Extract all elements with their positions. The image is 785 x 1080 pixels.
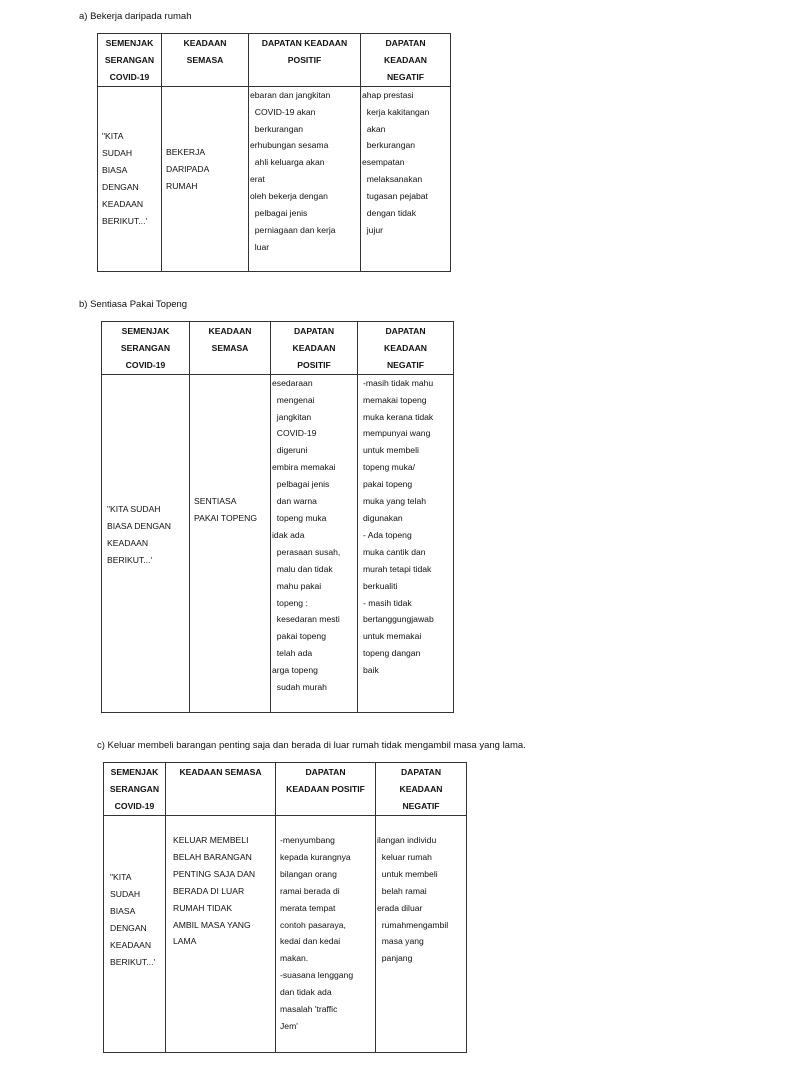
cell-line: SEMASA [186,54,224,65]
cell-line: KEADAAN [384,54,427,65]
cell-line: NEGATIF [386,359,425,370]
cell-line: kerja kakitangan [362,106,430,117]
cell-line: BELAH BARANGAN [173,851,252,862]
cell-line: erat [250,174,265,185]
cell-line: -suasana lenggang [280,970,354,981]
cell-line: contoh pasaraya, [280,919,346,930]
cell-line: ahli keluarga akan [250,157,325,168]
cell-line: "KITA [102,131,124,141]
cell-line: untuk membeli [363,445,419,456]
header-cell [361,34,451,87]
cell-line: KEADAAN SEMASA [179,767,262,777]
cell-line: dan warna [272,496,317,507]
cell-line: DAPATAN [400,767,442,777]
body-cell [162,86,249,271]
cell-line: ramai berada di [280,885,340,896]
section-b-table [101,321,454,713]
cell-line: topeng muka [272,512,327,523]
cell-line: idak ada [272,529,305,540]
cell-line: dengan tidak [362,208,416,219]
cell-line: LAMA [173,936,197,947]
cell-line: COVID-19 [109,71,150,82]
cell-line: BERIKUT...' [107,555,153,566]
cell-line: RUMAH TIDAK [173,902,233,913]
cell-line: SEMENJAK [121,326,170,336]
cell-line: keluar rumah [377,851,432,862]
cell-line: pakai topeng [272,631,326,642]
cell-line: SEMASA [211,342,249,353]
cell-line: BERIKUT...' [110,956,156,967]
cell-line: topeng muka/ [363,462,416,473]
cell-line: mahu pakai [272,580,322,591]
cell-line: BIASA [102,164,128,175]
cell-line: DAPATAN KEADAAN [261,38,348,48]
cell-line: COVID-19 [125,359,166,370]
header-cell [166,763,276,816]
cell-line: BIASA DENGAN [107,521,171,532]
cell-line: mempunyai wang [363,428,431,439]
cell-line: -menyumbang [280,835,335,845]
cell-line: pelbagai jenis [250,208,308,219]
cell-line: erada diluar [377,902,423,913]
body-cell [276,816,376,1053]
cell-line: Jem' [280,1020,298,1031]
cell-line: DENGAN [110,923,147,933]
cell-line: SENTIASA [194,496,237,507]
cell-line: embira memakai [272,462,336,473]
cell-line: baik [363,665,379,676]
cell-line: SERANGAN [104,54,155,65]
cell-line: ilangan individu [377,835,437,845]
cell-line: esedaraan [272,377,313,388]
cell-line: luar [250,241,270,252]
cell-line: - masih tidak [363,597,412,608]
cell-line: DAPATAN [305,767,346,777]
cell-line: kesedaran mesti [272,614,340,625]
cell-line: memakai topeng [363,394,427,405]
cell-line: DAPATAN [293,326,335,336]
body-cell [166,816,276,1053]
header-cell [376,763,467,816]
cell-line: DARIPADA [166,164,210,175]
cell-line: akan [362,123,386,134]
cell-line: erhubungan sesama [250,140,329,151]
cell-line: BERIKUT...' [102,215,148,226]
cell-line: perniagaan dan kerja [250,224,336,235]
cell-line: melaksanakan [362,174,423,185]
cell-line: KEADAAN [292,342,336,353]
cell-line: panjang [377,953,413,964]
cell-line: untuk memakai [363,631,422,642]
cell-line: tugasan pejabat [362,191,428,202]
body-cell [190,374,271,712]
cell-line: arga topeng [272,665,318,676]
cell-line: belah ramai [377,885,427,896]
cell-line: POSITIF [297,359,331,370]
cell-line: makan. [280,953,309,964]
cell-line: rumahmengambil [377,919,449,930]
cell-line: KEADAAN [399,783,443,794]
cell-line: RUMAH [166,181,198,192]
header-cell [271,322,358,375]
section-a-table [97,33,451,272]
cell-line: sudah murah [272,682,327,693]
header-cell [162,34,249,87]
body-cell [358,374,454,712]
cell-line: KEADAAN [102,198,144,209]
cell-line: KEADAAN POSITIF [286,783,365,794]
cell-line: KEADAAN [107,538,149,549]
section-c-heading: c) Keluar membeli barangan penting saja dan berada di luar rumah tidak mengambil masa yang lama. [97,740,526,751]
cell-line: masalah 'traffic [280,1004,338,1015]
cell-line: pakai topeng [363,479,413,490]
cell-line: esempatan [362,157,405,168]
cell-line: PAKAI TOPENG [194,513,258,524]
cell-line: untuk membeli [377,868,438,879]
cell-line: KEADAAN [208,326,252,336]
cell-line: bilangan orang [280,868,337,879]
body-cell [102,374,190,712]
cell-line: BEKERJA [166,147,206,158]
cell-line: jujur [362,224,384,235]
cell-line: "KITA [110,872,132,883]
cell-line: DAPATAN [385,38,426,48]
cell-line: "KITA SUDAH [107,504,161,515]
header-cell [249,34,361,87]
cell-line: ebaran dan jangkitan [250,89,331,100]
header-cell [98,34,162,87]
cell-line: perasaan susah, [272,546,341,557]
cell-line: DENGAN [102,181,139,192]
cell-line: SERANGAN [120,342,171,353]
cell-line: SERANGAN [109,783,160,794]
cell-line: topeng : [272,597,308,608]
cell-line: BIASA [110,906,136,917]
cell-line: merata tempat [280,902,336,913]
cell-line: bertanggungjawab [363,614,434,625]
cell-line: muka kerana tidak [363,411,434,422]
cell-line: COVID-19 [114,800,155,811]
header-cell [276,763,376,816]
cell-line: ahap prestasi [362,89,414,100]
cell-line: COVID-19 [272,428,317,439]
cell-line: berkurangan [250,123,304,134]
cell-line: AMBIL MASA YANG [173,919,251,930]
cell-line: NEGATIF [402,800,440,811]
cell-line: jangkitan [272,411,312,422]
cell-line: malu dan tidak [272,563,333,574]
cell-line: COVID-19 akan [250,106,316,117]
cell-line: dan tidak ada [280,987,332,998]
body-cell [98,86,162,271]
section-c-table [103,762,467,1053]
cell-line: kepada kurangnya [280,851,351,862]
header-cell [104,763,166,816]
body-cell [104,816,166,1053]
header-cell [358,322,454,375]
cell-line: NEGATIF [386,71,425,82]
cell-line: PENTING SAJA DAN [173,868,256,879]
cell-line: berkurangan [362,140,416,151]
cell-line: SUDAH [110,889,141,900]
cell-line: kedai dan kedai [280,936,341,947]
cell-line: SEMENJAK [105,38,154,48]
body-cell [249,86,361,271]
cell-line: SUDAH [102,147,133,158]
cell-line: muka yang telah [363,496,427,507]
section-a-heading: a) Bekerja daripada rumah [79,11,192,22]
cell-line: KELUAR MEMBELI [173,835,249,845]
cell-line: POSITIF [287,54,322,65]
cell-line: murah tetapi tidak [363,563,432,574]
cell-line: mengenai [272,394,315,405]
cell-line: digeruni [272,445,308,456]
cell-line: muka cantik dan [363,546,426,557]
cell-line: DAPATAN [385,326,426,336]
cell-line: SEMENJAK [110,767,159,777]
cell-line: - Ada topeng [363,529,412,540]
cell-line: KEADAAN [183,38,227,48]
header-cell [190,322,271,375]
cell-line: BERADA DI LUAR [173,885,245,896]
body-cell [271,374,358,712]
body-cell [376,816,467,1053]
cell-line: oleh bekerja dengan [250,191,328,202]
cell-line: telah ada [272,648,313,659]
cell-line: topeng dangan [363,648,421,659]
cell-line: KEADAAN [110,939,152,950]
cell-line: KEADAAN [384,342,427,353]
cell-line: digunakan [363,512,403,523]
cell-line: masa yang [377,936,424,947]
cell-line: pelbagai jenis [272,479,330,490]
cell-line: berkualiti [363,580,398,591]
header-cell [102,322,190,375]
section-b-heading: b) Sentiasa Pakai Topeng [79,299,188,310]
cell-line: -masih tidak mahu [363,377,434,388]
body-cell [361,86,451,271]
